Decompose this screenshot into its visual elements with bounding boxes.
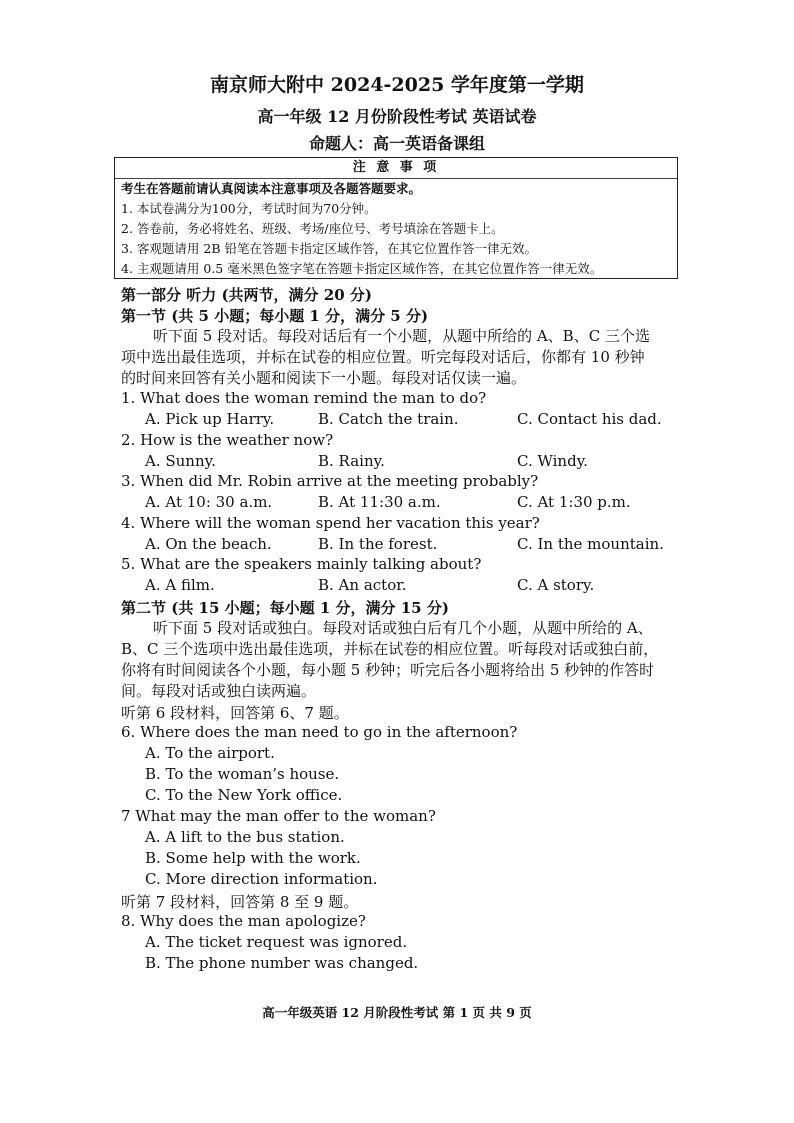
notice-item-1: 1. 本试卷满分为100分，考试时间为70分钟。: [121, 201, 377, 216]
q5-option-a: A. A film.: [145, 576, 215, 594]
q5-option-c: C. A story.: [517, 576, 595, 594]
question-6: 6. Where does the man need to go in the afternoon?: [121, 723, 518, 741]
instruction-line: 听下面 5 段对话。每段对话后有一个小题，从题中所给的 A、B、C 三个选: [153, 327, 650, 345]
question-8: 8. Why does the man apologize?: [121, 912, 366, 930]
page-footer: 高一年级英语 12 月阶段性考试 第 1 页 共 9 页: [262, 1005, 532, 1020]
q5-option-b: B. An actor.: [318, 576, 407, 594]
question-3: 3. When did Mr. Robin arrive at the meeting probably?: [121, 472, 539, 490]
material-7-note: 听第 7 段材料，回答第 8 至 9 题。: [121, 893, 359, 911]
instruction-line: 听下面 5 段对话或独白。每段对话或独白后有几个小题，从题中所给的 A、: [153, 619, 653, 637]
q6-option-b: B. To the woman’s house.: [145, 765, 340, 783]
section2-instructions: [121, 618, 681, 702]
instruction-line: 项中选出最佳选项，并标在试卷的相应位置。听完每段对话后，你都有 10 秒钟: [121, 348, 645, 366]
notice-box: [114, 157, 678, 279]
q4-option-a: A. On the beach.: [145, 535, 272, 553]
q8-option-b: B. The phone number was changed.: [145, 954, 419, 972]
q1-option-c: C. Contact his dad.: [517, 410, 662, 428]
question-2: 2. How is the weather now?: [121, 431, 334, 449]
q2-option-b: B. Rainy.: [318, 452, 385, 470]
q1-option-a: A. Pick up Harry.: [145, 410, 275, 428]
notice-intro: 考生在答题前请认真阅读本注意事项及各题答题要求。: [121, 181, 422, 196]
q8-option-a: A. The ticket request was ignored.: [145, 933, 408, 951]
q6-option-a: A. To the airport.: [145, 744, 275, 762]
q3-option-b: B. At 11:30 a.m.: [318, 493, 441, 511]
question-1: 1. What does the woman remind the man to do?: [121, 389, 487, 407]
question-5: 5. What are the speakers mainly talking about?: [121, 555, 482, 573]
q6-option-c: C. To the New York office.: [145, 786, 343, 804]
instruction-line: 的时间来回答有关小题和阅读下一小题。每段对话仅读一遍。: [121, 369, 527, 387]
q3-option-a: A. At 10: 30 a.m.: [145, 493, 273, 511]
q2-option-a: A. Sunny.: [145, 452, 216, 470]
notice-item-2: 2. 答卷前，务必将姓名、班级、考场/座位号、考号填涂在答题卡上。: [121, 221, 504, 236]
q7-option-c: C. More direction information.: [145, 870, 378, 888]
notice-heading: 注 意 事 项: [115, 158, 677, 179]
notice-item-4: 4. 主观题请用 0.5 毫米黑色签字笔在答题卡指定区域作答，在其它位置作答一律无效。: [121, 261, 603, 276]
q3-option-c: C. At 1:30 p.m.: [517, 493, 631, 511]
q4-option-c: C. In the mountain.: [517, 535, 664, 553]
section2-heading: 第二节 (共 15 小题；每小题 1 分，满分 15 分): [121, 599, 449, 617]
material-6-note: 听第 6 段材料，回答第 6、7 题。: [121, 704, 349, 722]
part1-heading: 第一部分 听力 (共两节，满分 20 分): [121, 286, 372, 304]
exam-title: 高一年级 12 月份阶段性考试 英语试卷: [257, 107, 537, 126]
section1-instructions: [121, 326, 681, 389]
q2-option-c: C. Windy.: [517, 452, 588, 470]
q7-option-a: A. A lift to the bus station.: [145, 828, 345, 846]
q7-option-b: B. Some help with the work.: [145, 849, 361, 867]
q1-option-b: B. Catch the train.: [318, 410, 459, 428]
q4-option-b: B. In the forest.: [318, 535, 438, 553]
question-7: 7 What may the man offer to the woman?: [121, 807, 436, 825]
school-title: 南京师大附中 2024-2025 学年度第一学期: [210, 74, 584, 96]
instruction-line: 间。每段对话或独白读两遍。: [121, 682, 317, 700]
instruction-line: 你将有时间阅读各个小题，每小题 5 秒钟；听完后各小题将给出 5 秒钟的作答时: [121, 661, 655, 679]
section1-heading: 第一节 (共 5 小题；每小题 1 分，满分 5 分): [121, 307, 429, 325]
author-line: 命题人：高一英语备课组: [308, 134, 485, 153]
instruction-line: B、C 三个选项中选出最佳选项，并标在试卷的相应位置。听每段对话或独白前，: [121, 640, 659, 658]
question-4: 4. Where will the woman spend her vacation this year?: [121, 514, 540, 532]
notice-item-3: 3. 客观题请用 2B 铅笔在答题卡指定区域作答，在其它位置作答一律无效。: [121, 241, 537, 256]
